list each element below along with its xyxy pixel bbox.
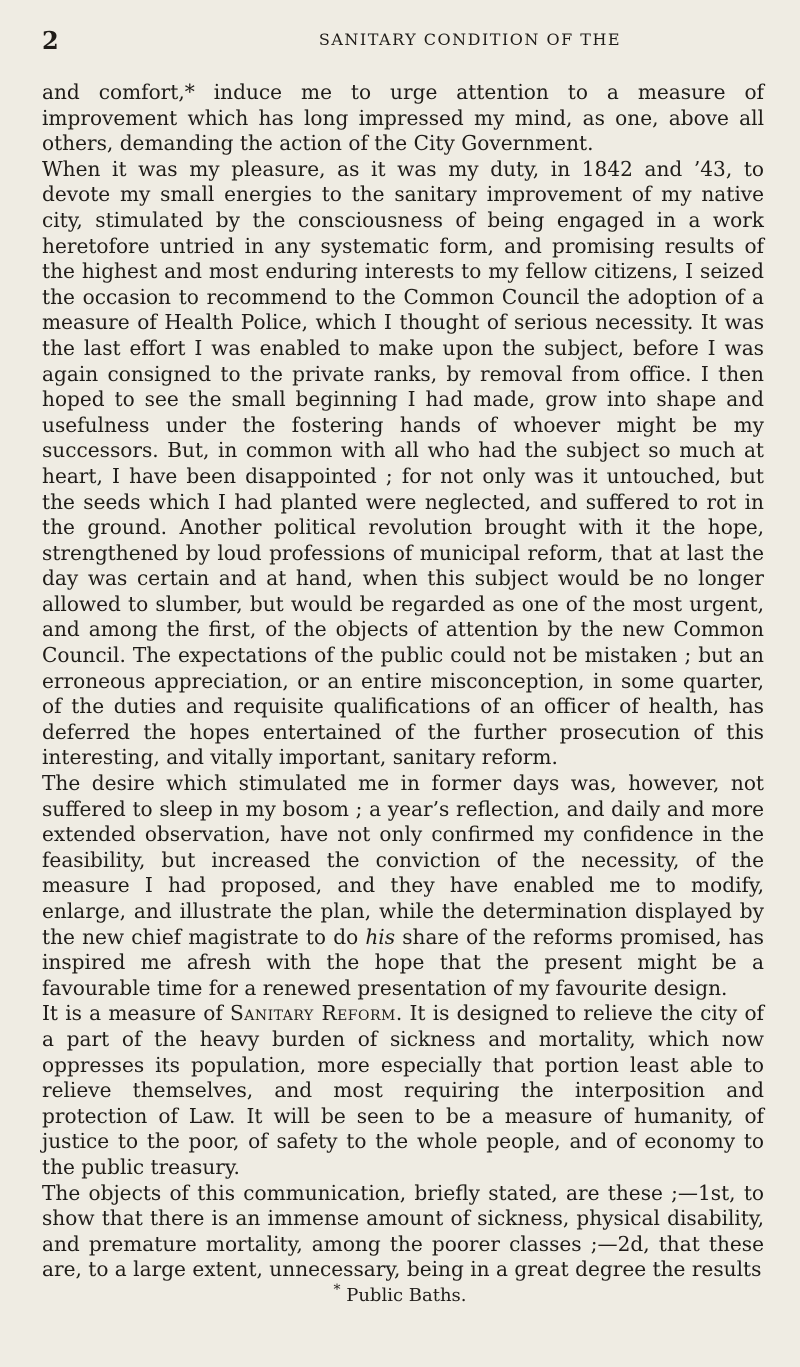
paragraph-4-text-a: It is a measure of: [42, 1001, 231, 1026]
footnote: [0, 1282, 800, 1306]
paragraph-3: [42, 771, 764, 1001]
page-number: 2: [42, 26, 59, 55]
paragraph-3-text-b: share of the reforms promised, has inspired me afresh with the hope that the present might be a favourable time for a renewed presentation of my favourite design.: [42, 924, 764, 1000]
paragraph-3-italic: his: [365, 924, 396, 949]
paragraph-5: The objects of this communication, briefly stated, are these ;—1st, to show that there is an immense amount of sickness, physical disability, and premature mortality, among the poorer classes ;—2d, that these are, to a large extent, unnecessary, being in a great degree the results: [42, 1180, 764, 1282]
footnote-marker: *: [333, 1282, 341, 1298]
body-text: [42, 80, 764, 1283]
running-title: SANITARY CONDITION OF THE: [318, 30, 622, 49]
paragraph-4-small-caps: Sanitary Reform: [230, 1001, 396, 1026]
paragraph-3-text-a: The desire which stimulated me in former days was, however, not suffered to sleep in my bosom ; a year’s reflection, and daily and more extended observation, have not only confirmed my confidence in the feasibility, but increased the conviction of the necessity, of the measure I had proposed, and they have enabled me to modify, enlarge, and illustrate the plan, while the determination displayed by the new chief magistrate to do: [42, 771, 764, 949]
paragraph-2: When it was my pleasure, as it was my duty, in 1842 and ’43, to devote my small energies to the sanitary improvement of my native city, stimulated by the consciousness of being engaged in a work heretofore untried in any systematic form, and promising results of the highest and most enduring interests to my fellow citizens, I seized the occasion to recommend to the Common Council the adoption of a measure of Health Police, which I thought of serious necessity. It was the last effort I was enabled to make upon the subject, before I was again consigned to the private ranks, by removal from office. I then hoped to see the small beginning I had made, grow into shape and usefulness under the fostering hands of whoever might be my successors. But, in common with all who had the subject so much at heart, I have been disappointed ; for not only was it untouched, but the seeds which I had planted were neglected, and suffered to rot in the ground. Another political revolution brought with it the hope, strengthened by loud professions of municipal reform, that at last the day was certain and at hand, when this subject would be no longer allowed to slumber, but would be regarded as one of the most urgent, and among the first, of the objects of attention by the new Common Council. The expectations of the public could not be mistaken ; but an erroneous appreciation, or an entire misconception, in some quarter, of the duties and requisite qualifications of an officer of health, has deferred the hopes entertained of the further prosecution of this interesting, and vitally important, sanitary reform.: [42, 156, 764, 770]
page-header: [42, 26, 758, 62]
paragraph-4: [42, 1001, 764, 1180]
paragraph-1: and comfort,* induce me to urge attention to a measure of improvement which has long impressed my mind, as one, above all others, demanding the action of the City Government.: [42, 80, 764, 156]
footnote-text: Public Baths.: [346, 1285, 467, 1306]
paragraph-4-text-b: . It is designed to relieve the city of a part of the heavy burden of sickness and mortality, which now oppresses its population, more especially that portion least able to relieve themselves, and most requiring the interposition and protection of Law. It will be seen to be a measure of humanity, of justice to the poor, of safety to the whole people, and of economy to the public treasury.: [42, 1001, 764, 1179]
